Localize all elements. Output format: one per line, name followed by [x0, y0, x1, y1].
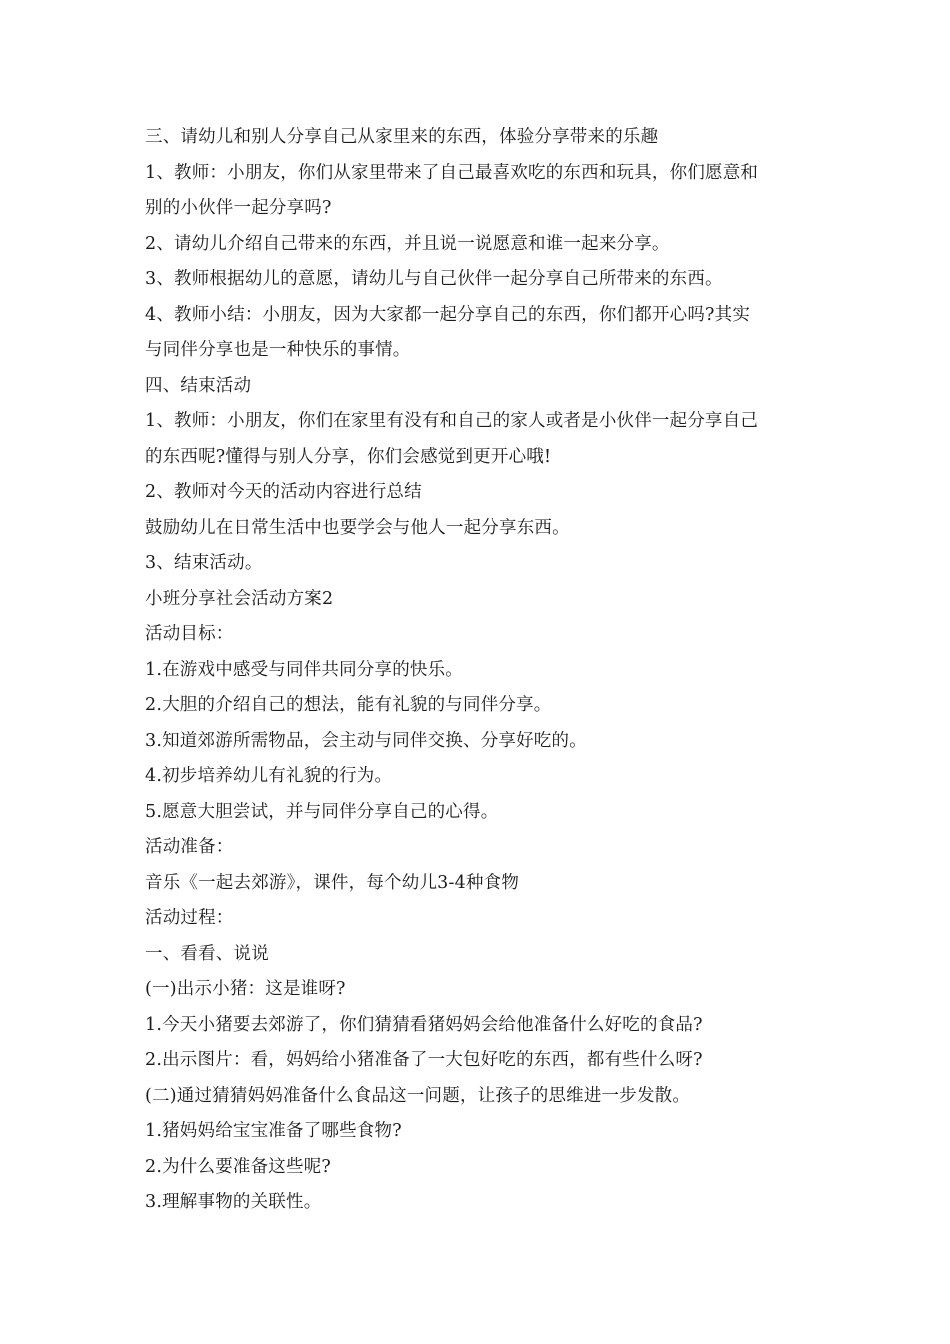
text-line: 与同伴分享也是一种快乐的事情。 — [145, 340, 411, 360]
text-line: 1、教师：小朋友，你们从家里带来了自己最喜欢吃的东西和玩具，你们愿意和 — [145, 162, 759, 183]
section-heading: 活动目标： — [145, 624, 234, 644]
text-line: 4.初步培养幼儿有礼貌的行为。 — [145, 766, 393, 786]
text-line: 2.出示图片：看，妈妈给小猪准备了一大包好吃的东西，都有些什么呀? — [145, 1050, 703, 1070]
section-heading: 一、看看、说说 — [145, 943, 269, 964]
document-body — [145, 120, 813, 1221]
text-line: 的东西呢?懂得与别人分享，你们会感觉到更开心哦! — [145, 446, 552, 467]
text-line: (一)出示小猪：这是谁呀? — [145, 979, 346, 999]
text-line: 1.在游戏中感受与同伴共同分享的快乐。 — [145, 659, 463, 680]
section-heading: 四、结束活动 — [145, 375, 252, 396]
text-line: 3、教师根据幼儿的意愿，请幼儿与自己伙伴一起分享自己所带来的东西。 — [145, 269, 723, 289]
text-line: 2.为什么要准备这些呢? — [145, 1156, 331, 1177]
text-line: 别的小伙伴一起分享吗? — [145, 198, 332, 218]
text-line: 4、教师小结：小朋友，因为大家都一起分享自己的东西，你们都开心吗?其实 — [145, 304, 751, 325]
text-line: 1.猪妈妈给宝宝准备了哪些食物? — [145, 1121, 402, 1141]
text-line: 三、请幼儿和别人分享自己从家里来的东西，体验分享带来的乐趣 — [145, 127, 659, 147]
section-heading: 活动准备： — [145, 837, 234, 857]
text-line: (二)通过猜猜妈妈准备什么食品这一问题，让孩子的思维进一步发散。 — [145, 1085, 691, 1106]
text-line: 3.理解事物的关联性。 — [145, 1192, 322, 1212]
text-line: 1、教师：小朋友，你们在家里有没有和自己的家人或者是小伙伴一起分享自己 — [145, 411, 759, 431]
text-line: 1.今天小猪要去郊游了，你们猜猜看猪妈妈会给他准备什么好吃的食品? — [145, 1014, 703, 1035]
text-line: 2.大胆的介绍自己的想法，能有礼貌的与同伴分享。 — [145, 695, 552, 715]
text-line: 2、教师对今天的活动内容进行总结 — [145, 482, 422, 502]
document-title: 小班分享社会活动方案2 — [145, 588, 334, 609]
text-line: 3、结束活动。 — [145, 553, 263, 573]
text-line: 5.愿意大胆尝试，并与同伴分享自己的心得。 — [145, 801, 499, 822]
text-line: 鼓励幼儿在日常生活中也要学会与他人一起分享东西。 — [145, 517, 570, 538]
section-heading: 活动过程： — [145, 908, 234, 928]
text-line: 2、请幼儿介绍自己带来的东西，并且说一说愿意和谁一起来分享。 — [145, 233, 670, 254]
text-line: 3.知道郊游所需物品，会主动与同伴交换、分享好吃的。 — [145, 730, 587, 751]
text-line: 音乐《一起去郊游》，课件，每个幼儿3-4种食物 — [145, 872, 520, 893]
